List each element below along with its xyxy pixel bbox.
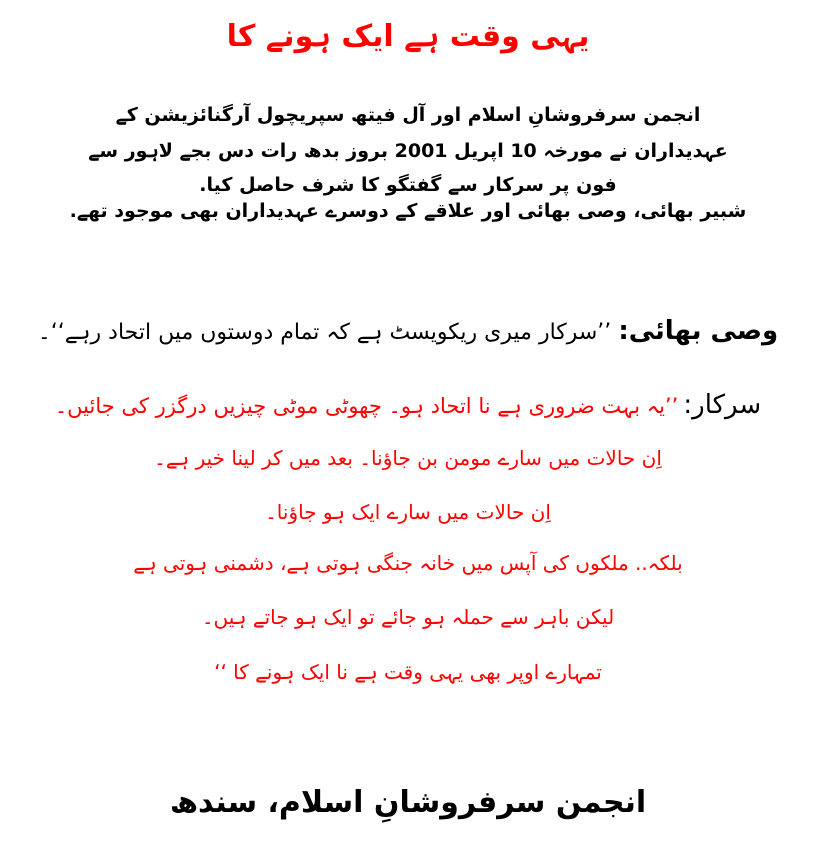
- quote-line: بلکہ.. ملکوں کی آپس میں خانہ جنگی ہوتی ہے، دشمنی ہوتی ہے: [133, 551, 683, 575]
- intro-line: عہدیداران نے مورخہ 10 اپریل 2001 بروز بدھ رات دس بجے لاہور سے: [88, 140, 728, 162]
- quote-line: لیکن باہر سے حملہ ہو جائے تو ایک ہو جاتے ہیں۔: [201, 605, 615, 629]
- wasi-quote: [0, 318, 816, 344]
- speaker-label: سرکار:: [683, 390, 762, 420]
- quote-text: ’’یہ بہت ضروری ہے نا اتحاد ہو۔ چھوٹی موٹی چیزیں درگزر کی جائیں۔: [54, 394, 679, 418]
- quote-line: اِن حالات میں سارے مومن بن جاؤنا۔ بعد میں کر لینا خیر ہے۔: [154, 446, 662, 470]
- intro-line: شبیر بھائی، وصی بھائی اور علاقے کے دوسرے عہدیداران بھی موجود تھے.: [69, 200, 747, 222]
- signature: انجمن سرفروشانِ اسلام، سندھ: [169, 785, 647, 820]
- quote-line: اِن حالات میں سارے ایک ہو جاؤنا۔: [265, 500, 551, 524]
- quote-line: تمہارے اوپر بھی یہی وقت ہے نا ایک ہونے کا ‘‘: [214, 660, 602, 684]
- quote-text: ’’سرکار میری ریکویسٹ ہے کہ تمام دوستوں میں اتحاد رہے‘‘۔: [37, 320, 612, 345]
- intro-line: انجمن سرفروشانِ اسلام اور آل فیتھ سپریچول آرگنائزیشن کے: [115, 104, 701, 126]
- sarkar-quote: [0, 392, 816, 418]
- intro-line: فون پر سرکار سے گفتگو کا شرف حاصل کیا.: [199, 174, 617, 196]
- speaker-label: وصی بھائی:: [618, 316, 779, 346]
- page-title: یہی وقت ہے ایک ہونے کا: [226, 19, 590, 54]
